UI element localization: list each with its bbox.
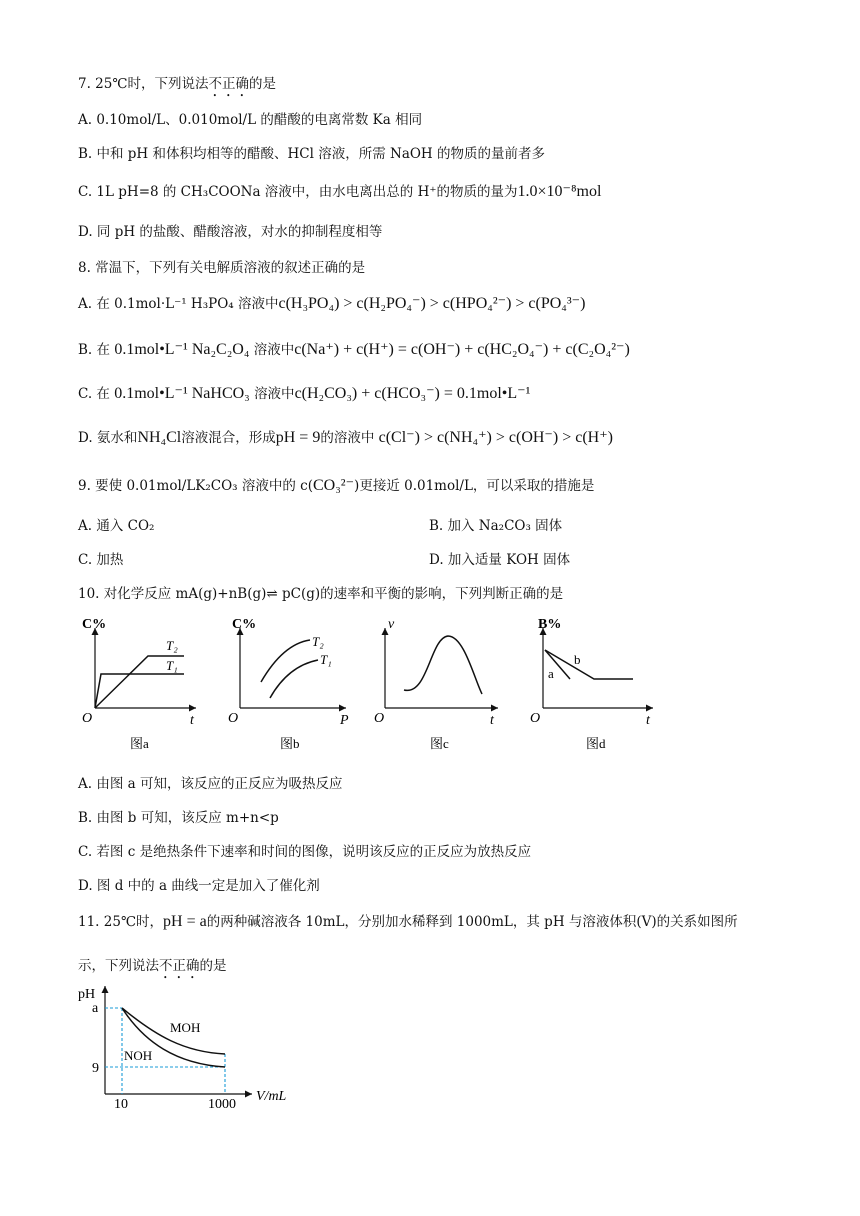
q8-option-d-b: 溶液混合，形成 — [181, 430, 276, 446]
q8-option-b — [78, 338, 630, 359]
figure-d-ylabel: B% — [538, 617, 562, 632]
q7-option-c — [78, 180, 601, 201]
q11-label-moh: MOH — [170, 1020, 201, 1035]
figure-b-label-t1: T₁ — [320, 652, 332, 667]
figure-b-ylabel: C% — [232, 617, 257, 632]
figure-a-curve-t1 — [95, 674, 184, 708]
figure-d-origin: O — [530, 711, 541, 726]
figure-a — [82, 617, 196, 751]
q9-option-b: B. 加入 Na₂CO₃ 固体 — [429, 518, 563, 534]
q7-option-a: A. 0.10mol/L、0.010mol/L 的醋酸的电离常数 Ka 相同 — [78, 112, 423, 128]
q11-stem-d: 的是 — [199, 958, 227, 974]
figure-b-curve-t2 — [261, 640, 310, 682]
figure-b — [228, 617, 349, 751]
figure-a-origin: O — [82, 711, 93, 726]
q7-option-b: B. 中和 pH 和体积均相等的醋酸、HCl 溶液，所需 NaOH 的物质的量前者多 — [78, 146, 545, 162]
q8-option-b-relation: c(Na⁺) + c(H⁺) = c(OH⁻) + c(HC₂O₄⁻) + c(C₂O₄²⁻) — [294, 341, 630, 358]
q9-stem-ion: CO₃²⁻ — [313, 477, 355, 494]
figure-a-label-t2: T₂ — [166, 638, 178, 653]
q11-graph-ylabel: pH — [78, 987, 96, 1002]
q11-emphasis: 不正确 — [159, 958, 200, 974]
figure-b-label-t2: T₂ — [312, 634, 324, 649]
q10-option-b: B. 由图 b 可知，该反应 m+n<p — [78, 810, 279, 826]
q8-option-c-prefix: C. 在 — [78, 386, 110, 402]
q10-option-a: A. 由图 a 可知，该反应的正反应为吸热反应 — [78, 776, 343, 792]
q8-stem: 8. 常温下，下列有关电解质溶液的叙述正确的是 — [78, 260, 366, 276]
q8-option-c-mid: 溶液中 — [254, 386, 295, 402]
figure-d-label-a: a — [548, 666, 554, 681]
figure-d-caption: 图d — [586, 736, 606, 751]
figure-b-origin: O — [228, 711, 239, 726]
figure-c-origin: O — [374, 711, 385, 726]
q8-option-b-conc: 0.1mol•L⁻¹ Na₂C₂O₄ — [114, 341, 250, 358]
q7-stem-b: 的是 — [248, 76, 276, 92]
figure-d-xlabel: t — [646, 713, 650, 728]
figure-a-label-t1: T₁ — [166, 658, 178, 673]
figure-a-ylabel: C% — [82, 617, 107, 632]
q8-option-a — [78, 292, 585, 313]
q7-stem — [78, 72, 276, 100]
q8-option-d-a: D. 氨水和 — [78, 430, 138, 446]
q8-option-a-relation: c(H₃PO₄) > c(H₂PO₄⁻) > c(HPO₄²⁻) > c(PO₄³⁻) — [278, 295, 586, 312]
figure-a-xlabel: t — [190, 713, 194, 728]
q8-option-c-conc: 0.1mol•L⁻¹ NaHCO₃ — [114, 385, 250, 402]
q11-stem-ph: pH = a — [163, 913, 207, 930]
q7-emphasis: 不正确 — [208, 76, 249, 92]
q9-stem-a: 9. 要使 0.01mol/LK₂CO₃ 溶液中的 c( — [78, 478, 313, 494]
q11-graph-xlabel: V/mL — [256, 1089, 287, 1104]
q11-stem-b: 的两种碱溶液各 10mL，分别加水稀释到 1000mL，其 pH 与溶液体积(V)的关系如图所 — [206, 914, 738, 930]
q11-graph — [74, 980, 314, 1110]
figure-c-xlabel: t — [490, 713, 494, 728]
q8-option-d-ph: pH = 9 — [275, 429, 321, 446]
q8-option-d-c: 的溶液中 — [320, 430, 375, 446]
q7-option-c-text: C. 1L pH=8 的 CH₃COONa 溶液中，由水电离出总的 H⁺的物质的量为 — [78, 184, 518, 200]
q11-stem-line2 — [78, 954, 227, 982]
figure-c-caption: 图c — [430, 736, 449, 751]
figure-b-caption: 图b — [280, 736, 300, 751]
q9-option-a: A. 通入 CO₂ — [78, 518, 155, 534]
q11-stem-line1 — [78, 910, 738, 931]
q11-stem-a: 11. 25℃时， — [78, 914, 164, 930]
q10-option-d: D. 图 d 中的 a 曲线一定是加入了催化剂 — [78, 878, 320, 894]
figure-c-ylabel: v — [388, 617, 395, 632]
figure-c — [374, 617, 498, 751]
q8-option-b-mid: 溶液中 — [253, 342, 295, 358]
q10-stem: 10. 对化学反应 mA(g)+nB(g)⇌ pC(g)的速率和平衡的影响，下列判断正确的是 — [78, 586, 564, 602]
q7-stem-a: 7. 25℃时，下列说法 — [78, 76, 209, 92]
q8-option-c-relation: c(H₂CO₃) + c(HCO₃⁻) = 0.1mol•L⁻¹ — [294, 385, 531, 402]
q8-option-b-prefix: B. 在 — [78, 342, 111, 358]
q10-option-c: C. 若图 c 是绝热条件下速率和时间的图像，说明该反应的正反应为放热反应 — [78, 844, 532, 860]
q11-graph-ytick-9: 9 — [92, 1061, 99, 1076]
figure-d — [530, 617, 653, 751]
q10-figures — [78, 612, 678, 762]
figure-b-xlabel: P — [340, 713, 349, 728]
q7-option-c-math: 1.0×10⁻⁸mol — [517, 183, 602, 200]
figure-d-label-b: b — [574, 652, 581, 667]
q9-stem-b: )更接近 0.01mol/L，可以采取的措施是 — [354, 478, 595, 494]
q9-option-c: C. 加热 — [78, 552, 124, 568]
q8-option-d-relation: c(Cl⁻) > c(NH₄⁺) > c(OH⁻) > c(H⁺) — [378, 429, 613, 446]
q11-stem-c: 示，下列说法 — [78, 958, 159, 974]
q9-option-d: D. 加入适量 KOH 固体 — [429, 552, 571, 568]
q11-graph-xtick-10: 10 — [114, 1097, 128, 1110]
figure-b-curve-t1 — [270, 660, 318, 698]
q8-option-c — [78, 382, 530, 403]
q7-option-d: D. 同 pH 的盐酸、醋酸溶液，对水的抑制程度相等 — [78, 224, 383, 240]
q9-stem — [78, 474, 594, 495]
figure-a-caption: 图a — [130, 736, 149, 751]
figure-c-curve — [404, 636, 482, 694]
q11-graph-ytick-a: a — [92, 1001, 99, 1016]
q11-graph-xtick-1000: 1000 — [208, 1097, 236, 1110]
q8-option-a-prefix: A. 在 0.1mol·L⁻¹ H₃PO₄ 溶液中 — [78, 296, 279, 312]
q8-option-d-salt: NH₄Cl — [137, 429, 182, 446]
q8-option-d — [78, 426, 613, 447]
q11-label-noh: NOH — [124, 1048, 153, 1063]
